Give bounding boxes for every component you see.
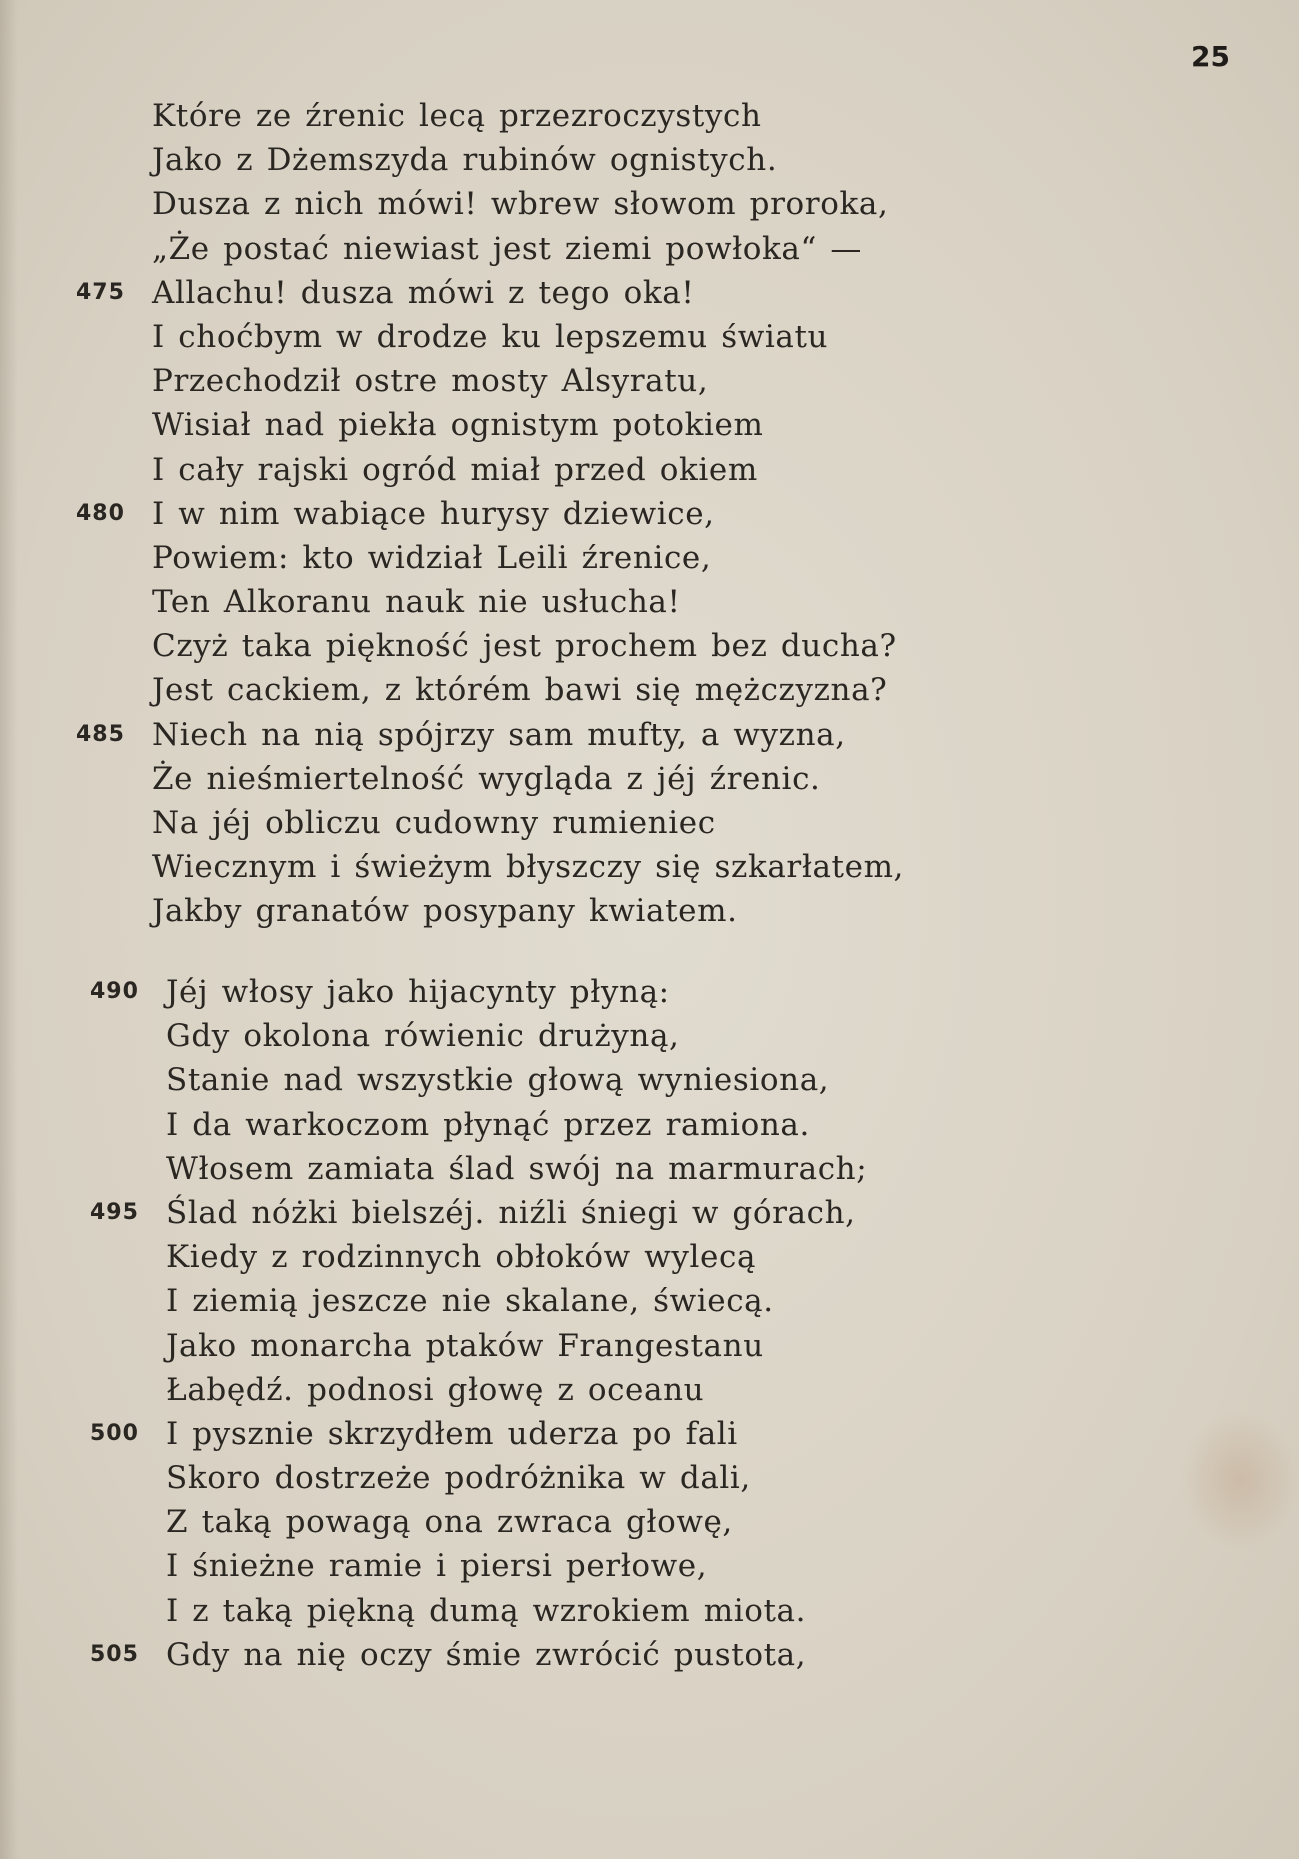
verse-line [0,1279,1299,1323]
verse-text: I pysznie skrzydłem uderza po fali [166,1415,738,1452]
line-number: 505 [90,1641,139,1667]
verse-line [0,668,1299,712]
verse-line [0,845,1299,889]
verse-line [0,182,1299,226]
verse-text: Gdy na nię oczy śmie zwrócić pustota, [166,1636,807,1673]
verse-text: Na jéj obliczu cudowny rumieniec [152,805,716,841]
verse-line [0,1103,1299,1147]
verse-line [0,94,1299,138]
verse-line [0,801,1299,845]
verse-line [0,1058,1299,1102]
verse-text: Łabędź. podnosi głowę z oceanu [166,1371,705,1408]
verse-line [0,580,1299,624]
verse-text: Jako z Dżemszyda rubinów ognistych. [152,142,778,179]
verse-line [0,757,1299,801]
verse-text: Które ze źrenic lecą przezroczystych [152,98,762,134]
verse-text: Gdy okolona rówienic drużyną, [166,1018,680,1055]
verse-line [0,1589,1299,1633]
page-number: 25 [1191,40,1230,73]
verse-text: Ślad nóżki bielszéj. niźli śniegi w górach, [166,1194,856,1231]
verse-text: Z taką powagą ona zwraca głowę, [166,1504,733,1541]
line-number: 475 [76,279,125,305]
line-number: 490 [90,979,139,1004]
verse-text: Skoro dostrzeże podróżnika w dali, [166,1460,751,1497]
verse-line [0,1456,1299,1500]
verse-text: Dusza z nich mówi! wbrew słowom proroka, [152,186,889,223]
verse-line [0,1235,1299,1279]
verse-text: Ten Alkoranu nauk nie usłucha! [152,584,681,621]
verse-line [0,1014,1299,1058]
verse-text: Jest cackiem, z którém bawi się mężczyzna? [152,672,888,709]
verse-text: Kiedy z rodzinnych obłoków wylecą [166,1239,757,1276]
verse-line [0,536,1299,580]
verse-text: Przechodził ostre mosty Alsyratu, [152,363,709,400]
verse-text: I śnieżne ramie i piersi perłowe, [166,1548,708,1585]
verse-line [0,1633,1299,1677]
verse-line [0,315,1299,359]
verse-text: Niech na nią spójrzy sam mufty, a wyzna, [152,716,846,753]
verse-line [0,359,1299,403]
verse-line [0,138,1299,182]
verse-line [0,1544,1299,1588]
verse-line [0,1500,1299,1544]
verse-line [0,1191,1299,1235]
verse-line [0,970,1299,1014]
verse-line [0,624,1299,668]
verse-text: Jakby granatów posypany kwiatem. [152,893,738,930]
verse-line [0,1324,1299,1368]
verse-line [0,227,1299,271]
verse-text: Wiecznym i świeżym błyszczy się szkarłatem, [152,849,905,886]
verse-text: I da warkoczom płynąć przez ramiona. [166,1106,810,1143]
verse-text: Jako monarcha ptaków Frangestanu [166,1327,764,1364]
verse-text: I w nim wabiące hurysy dziewice, [152,495,715,532]
verse-line [0,1412,1299,1456]
verse-text: I z taką piękną dumą wzrokiem miota. [166,1592,807,1629]
verse-text: Włosem zamiata ślad swój na marmurach; [166,1150,868,1187]
verse-text: Powiem: kto widział Leili źrenice, [152,539,712,576]
verse-text: I ziemią jeszcze nie skalane, świecą. [166,1283,774,1320]
line-number: 500 [90,1420,139,1446]
verse-text: Wisiał nad piekła ognistym potokiem [152,407,764,444]
line-number: 480 [76,500,125,526]
verse-line [0,448,1299,492]
verse-text: „Że postać niewiast jest ziemi powłoka“ — [152,230,863,267]
verse-line [0,889,1299,933]
verse-text: Czyż taka piękność jest prochem bez ducha? [152,628,897,665]
verse-text: Że nieśmiertelność wygląda z jéj źrenic. [152,760,821,797]
verse-line [0,713,1299,757]
stanza [0,94,1299,934]
verse-text: Stanie nad wszystkie głową wyniesiona, [166,1062,830,1099]
verse-line [0,403,1299,447]
stanza [0,970,1299,1677]
verse-text: I choćbym w drodze ku lepszemu światu [152,318,829,355]
verse-text: I cały rajski ogród miał przed okiem [152,451,758,488]
line-number: 485 [76,721,125,747]
verse-line [0,1368,1299,1412]
verse-line [0,492,1299,536]
verse-text: Allachu! dusza mówi z tego oka! [152,274,695,311]
verse-text: Jéj włosy jako hijacynty płyną: [166,974,670,1010]
line-number: 495 [90,1199,139,1225]
verse-line [0,271,1299,315]
verse-line [0,1147,1299,1191]
